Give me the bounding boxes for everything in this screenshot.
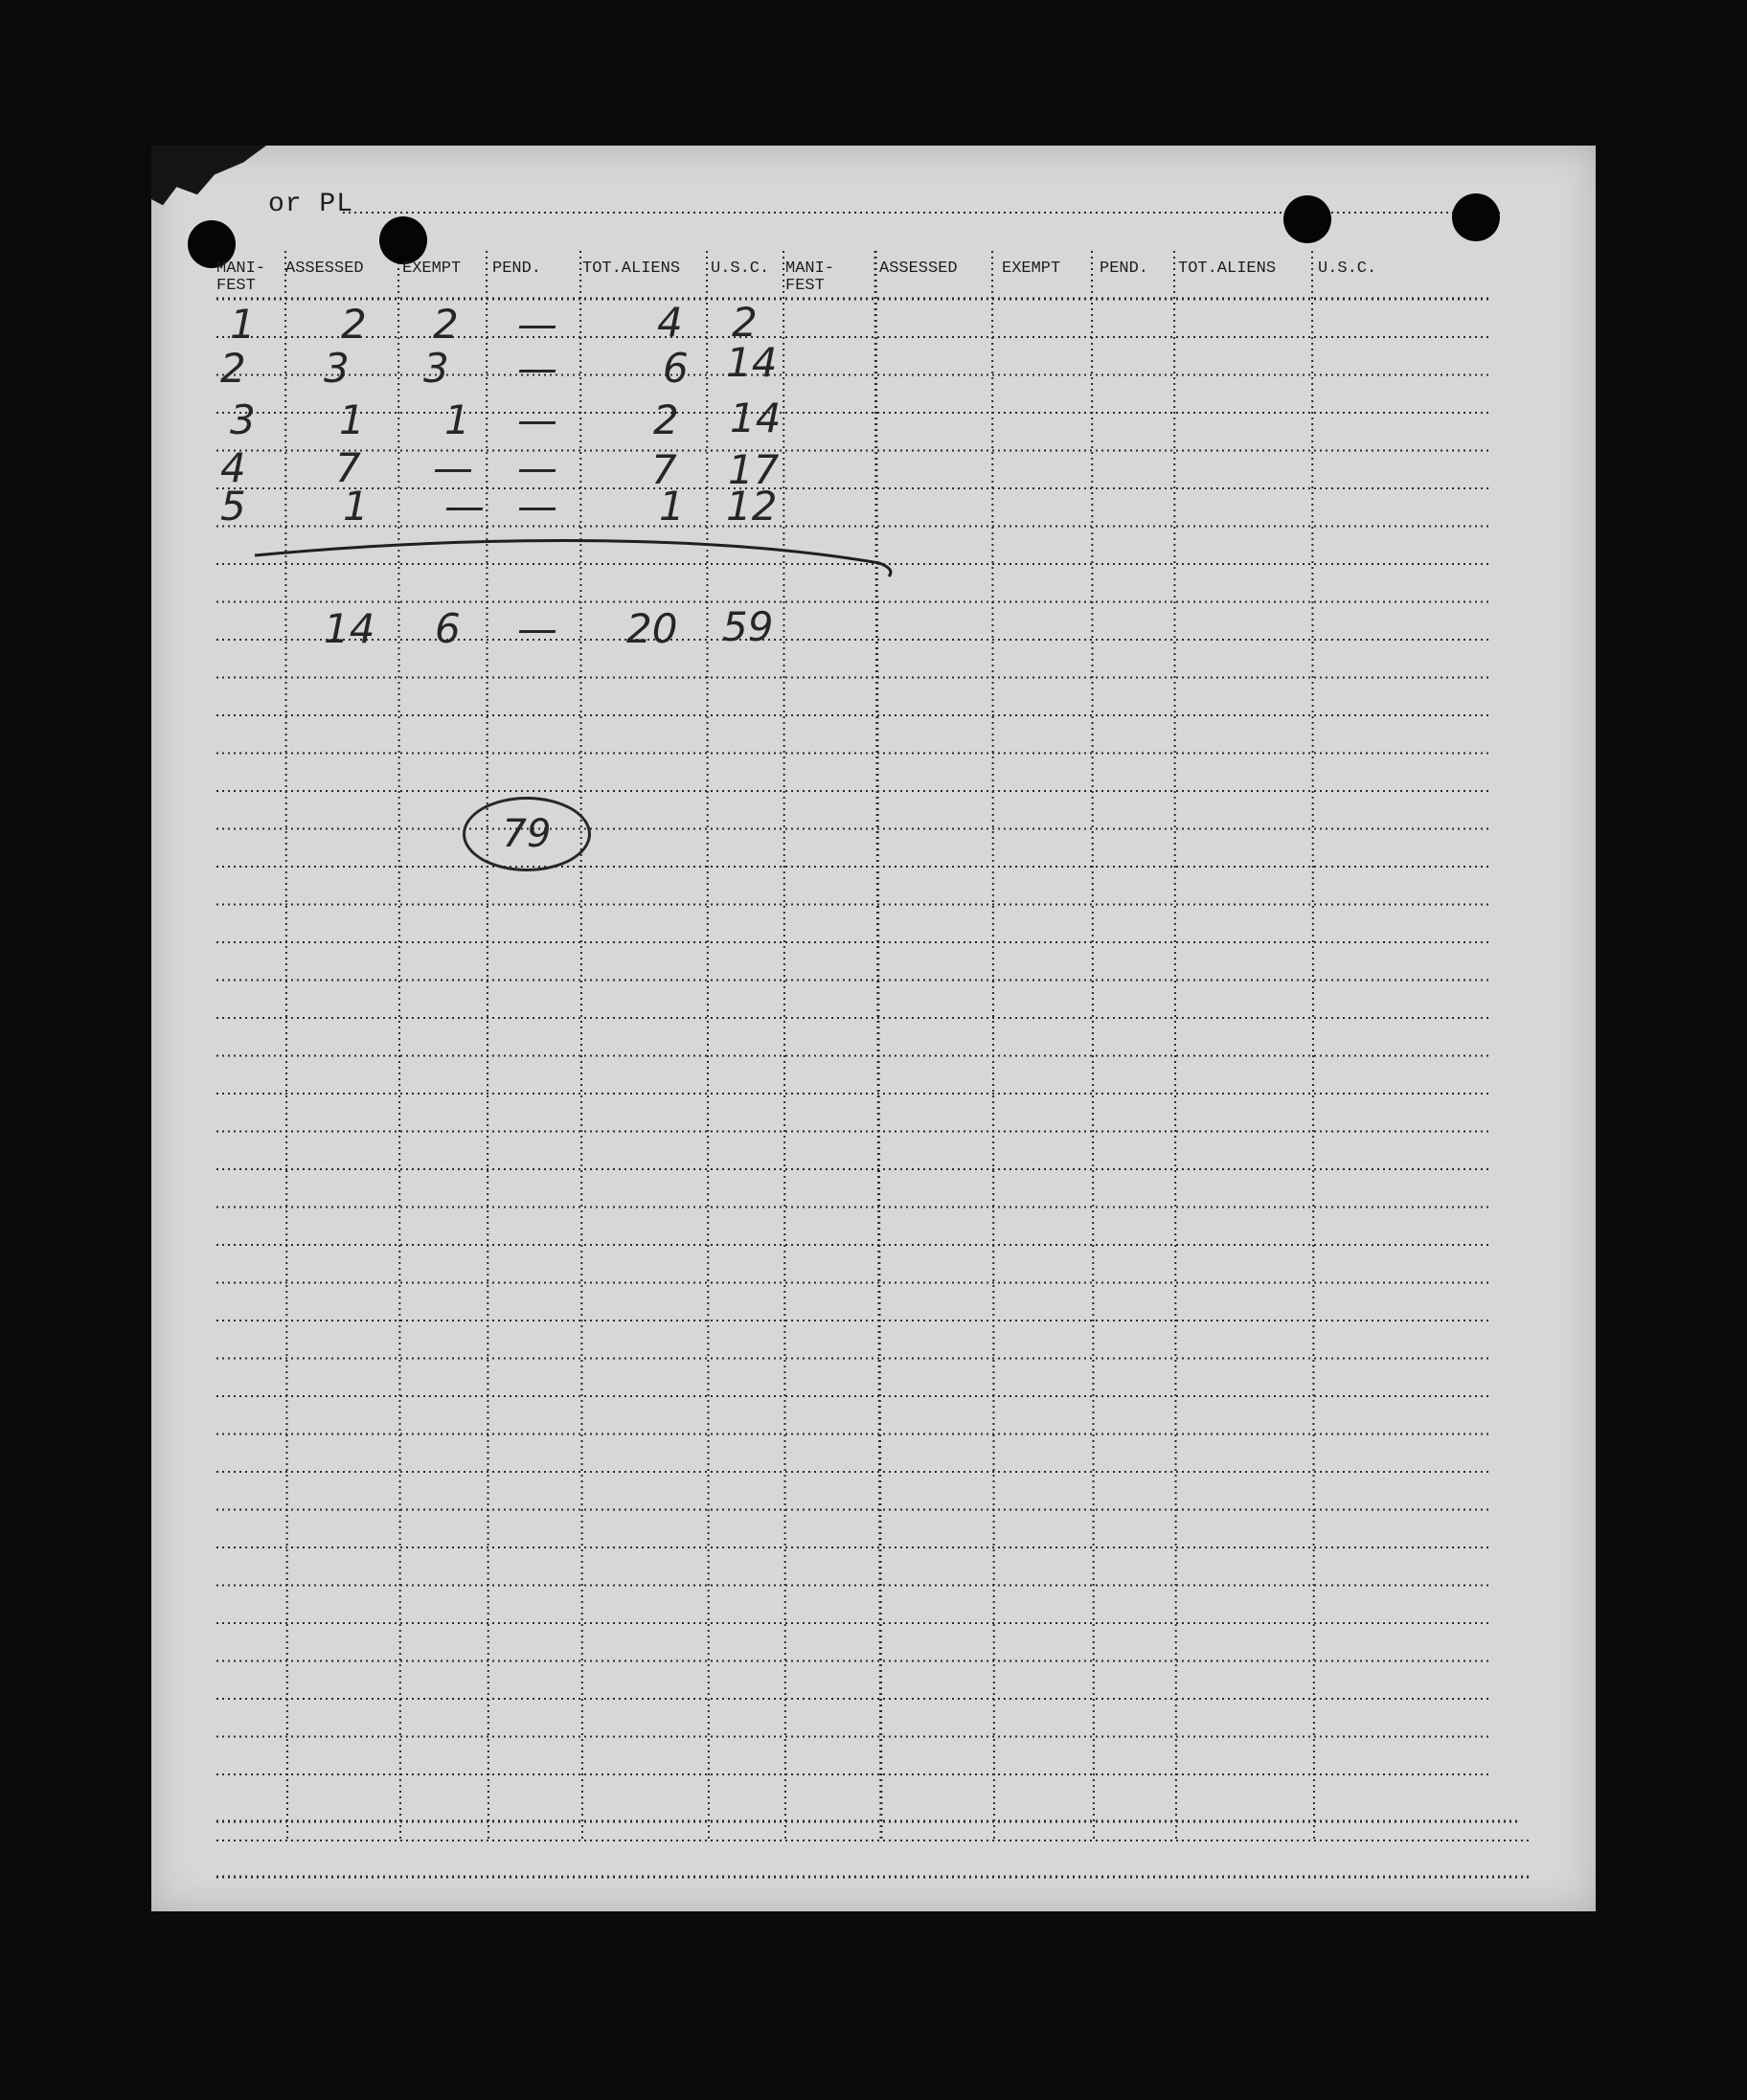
col-header-tot-aliens: TOT.ALIENS — [582, 260, 681, 278]
col-header-manifest-2: MANI- FEST — [785, 260, 835, 295]
grid-column-line — [1092, 251, 1094, 1840]
grid-column-line — [1312, 251, 1314, 1840]
col-header-manifest: MANI- FEST — [216, 260, 266, 295]
total-usc: 59 — [722, 603, 774, 650]
entry-r1-manifest: 1 — [230, 301, 256, 348]
entry-r1-exempt: 2 — [433, 301, 459, 348]
total-pend: — — [517, 605, 557, 652]
entry-r4-manifest: 4 — [220, 444, 246, 491]
total-exempt: 6 — [435, 605, 461, 652]
form-header: or PL — [268, 190, 354, 219]
form-sheet — [151, 146, 1596, 1911]
entry-r4-assessed: 7 — [335, 444, 361, 491]
total-tot-aliens: 20 — [626, 605, 678, 652]
entry-r4-pend: — — [517, 444, 557, 491]
entry-r2-tot-aliens: 6 — [663, 345, 689, 392]
col-header-assessed-2: ASSESSED — [879, 260, 958, 278]
entry-r2-assessed: 3 — [324, 345, 350, 392]
entry-r3-assessed: 1 — [339, 396, 365, 443]
grid-column-line — [580, 251, 582, 1840]
entry-r1-tot-aliens: 4 — [657, 299, 683, 346]
entry-r5-assessed: 1 — [343, 483, 369, 530]
entry-r3-manifest: 3 — [230, 396, 256, 443]
entry-r5-usc: 12 — [726, 483, 778, 530]
col-header-assessed: ASSESSED — [285, 260, 364, 278]
total-assessed: 14 — [324, 605, 375, 652]
entry-r5-exempt: — — [444, 483, 485, 530]
entry-r1-assessed: 2 — [341, 301, 367, 348]
entry-r1-pend: — — [517, 301, 557, 348]
punch-hole-4 — [1452, 193, 1500, 241]
entry-r5-tot-aliens: 1 — [659, 483, 685, 530]
entry-r4-exempt: — — [433, 444, 473, 491]
grand-total-value: 79 — [502, 812, 552, 856]
col-header-usc-2: U.S.C. — [1318, 260, 1377, 278]
form-grid — [151, 146, 1596, 1911]
entry-r5-pend: — — [517, 483, 557, 530]
entry-r5-manifest: 5 — [220, 483, 246, 530]
col-header-tot-aliens-2: TOT.ALIENS — [1178, 260, 1277, 278]
col-header-exempt: EXEMPT — [402, 260, 462, 278]
entry-r2-usc: 14 — [726, 339, 778, 386]
entry-r1-usc: 2 — [732, 299, 758, 346]
entry-r4-usc: 17 — [728, 446, 780, 493]
entry-r2-exempt: 3 — [423, 345, 449, 392]
entry-r4-tot-aliens: 7 — [651, 446, 677, 493]
entry-r2-manifest: 2 — [220, 345, 246, 392]
grid-column-line — [707, 251, 709, 1840]
col-header-usc: U.S.C. — [711, 260, 770, 278]
entry-r3-tot-aliens: 2 — [653, 396, 679, 443]
grid-column-line — [398, 251, 400, 1840]
entry-r3-usc: 14 — [730, 395, 782, 441]
col-header-pend-2: PEND. — [1100, 260, 1149, 278]
col-header-pend: PEND. — [492, 260, 542, 278]
punch-hole-3 — [1283, 195, 1331, 243]
grid-column-line — [1174, 251, 1176, 1840]
entry-r2-pend: — — [517, 345, 557, 392]
col-header-exempt-2: EXEMPT — [1002, 260, 1061, 278]
entry-r3-pend: — — [517, 396, 557, 443]
grid-column-line — [783, 251, 785, 1840]
punch-hole-2 — [379, 216, 427, 264]
handwritten-sum-line — [255, 541, 891, 577]
circled-grand-total — [463, 797, 591, 871]
entry-r3-exempt: 1 — [444, 396, 470, 443]
